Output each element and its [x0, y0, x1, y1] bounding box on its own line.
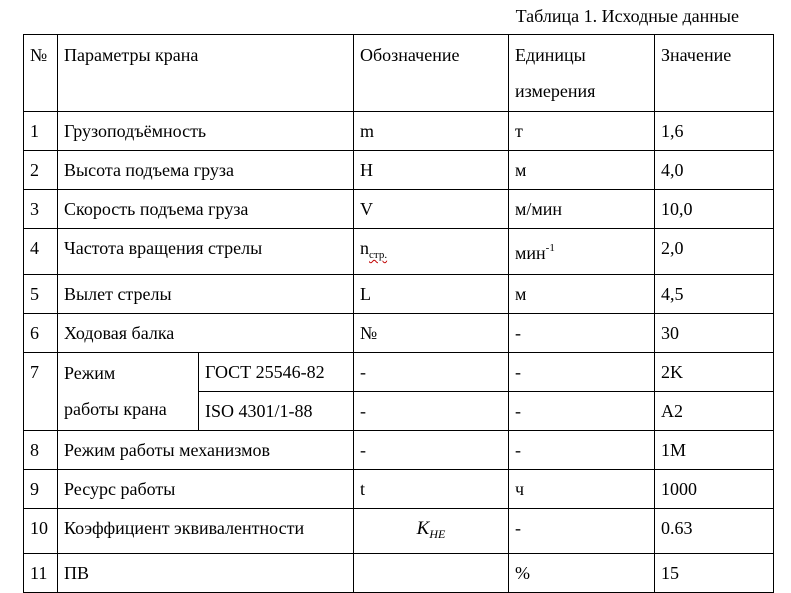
row-unit: м: [509, 275, 655, 314]
row-param: [58, 353, 199, 431]
row-value: 10,0: [655, 190, 774, 229]
row-unit: [509, 229, 655, 275]
row-symbol: №: [354, 314, 509, 353]
row-unit: ч: [509, 470, 655, 509]
header-num: №: [24, 35, 58, 112]
table-row: [24, 112, 774, 151]
row-unit: -: [509, 353, 655, 392]
row-unit: -: [509, 431, 655, 470]
symbol-subscript: стр.: [369, 249, 388, 261]
source-data-table: [23, 34, 774, 593]
table-row: [24, 151, 774, 190]
row-symbol: V: [354, 190, 509, 229]
header-unit-line1: Единицы: [515, 45, 586, 65]
row-param: Вылет стрелы: [58, 275, 354, 314]
row-param: Ходовая балка: [58, 314, 354, 353]
row-unit: м: [509, 151, 655, 190]
row-param: Коэффициент эквивалентности: [58, 509, 354, 554]
row-unit: м/мин: [509, 190, 655, 229]
row-param-line1: Режим: [64, 363, 116, 383]
table-caption: Таблица 1. Исходные данные: [515, 6, 739, 26]
unit-main: мин: [515, 243, 546, 263]
row-param-line2: работы крана: [64, 399, 167, 419]
row-param: ПВ: [58, 554, 354, 593]
header-param: Параметры крана: [58, 35, 354, 112]
row-symbol: H: [354, 151, 509, 190]
row-value: 1M: [655, 431, 774, 470]
row-param: Высота подъема груза: [58, 151, 354, 190]
row-value: 2,0: [655, 229, 774, 275]
header-symbol: Обозначение: [354, 35, 509, 112]
row-num: 2: [24, 151, 58, 190]
header-unit: [509, 35, 655, 112]
table-row: [24, 314, 774, 353]
row-param: Режим работы механизмов: [58, 431, 354, 470]
row-value: 2K: [655, 353, 774, 392]
row-param: Частота вращения стрелы: [58, 229, 354, 275]
row-unit: -: [509, 509, 655, 554]
row-value: 1000: [655, 470, 774, 509]
table-row: [24, 431, 774, 470]
row-value: 4,0: [655, 151, 774, 190]
row-num: 11: [24, 554, 58, 593]
table-row: [24, 554, 774, 593]
row-value: 30: [655, 314, 774, 353]
row-unit: -: [509, 314, 655, 353]
row-unit: %: [509, 554, 655, 593]
row-num: 10: [24, 509, 58, 554]
unit-superscript: -1: [545, 242, 555, 254]
row-num: 9: [24, 470, 58, 509]
row-symbol: m: [354, 112, 509, 151]
row-unit: т: [509, 112, 655, 151]
row-symbol: [354, 229, 509, 275]
row-value: A2: [655, 392, 774, 431]
table-row: [24, 229, 774, 275]
row-param: Ресурс работы: [58, 470, 354, 509]
row-param: Грузоподъёмность: [58, 112, 354, 151]
row-symbol: t: [354, 470, 509, 509]
row-value: 0.63: [655, 509, 774, 554]
table-row: [24, 353, 774, 392]
row-num: 6: [24, 314, 58, 353]
table-row: [24, 509, 774, 554]
header-value: Значение: [655, 35, 774, 112]
header-unit-line2: измерения: [515, 81, 596, 101]
row-num: 5: [24, 275, 58, 314]
row-unit: -: [509, 392, 655, 431]
row-num: 3: [24, 190, 58, 229]
row-num: 1: [24, 112, 58, 151]
row-value: 1,6: [655, 112, 774, 151]
row-num: 8: [24, 431, 58, 470]
row-symbol: [354, 509, 509, 554]
row-value: 15: [655, 554, 774, 593]
row-standard: ГОСТ 25546-82: [199, 353, 354, 392]
row-num: 7: [24, 353, 58, 431]
symbol-main: K: [416, 518, 430, 539]
row-symbol: L: [354, 275, 509, 314]
row-standard: ISO 4301/1-88: [199, 392, 354, 431]
table-row: [24, 470, 774, 509]
row-symbol: -: [354, 353, 509, 392]
symbol-subscript: HE: [429, 527, 446, 541]
row-param: Скорость подъема груза: [58, 190, 354, 229]
table-row: [24, 275, 774, 314]
row-value: 4,5: [655, 275, 774, 314]
row-symbol: [354, 554, 509, 593]
row-symbol: -: [354, 431, 509, 470]
row-num: 4: [24, 229, 58, 275]
row-symbol: -: [354, 392, 509, 431]
table-row: [24, 190, 774, 229]
table-header-row: [24, 35, 774, 112]
symbol-main: n: [360, 238, 369, 258]
